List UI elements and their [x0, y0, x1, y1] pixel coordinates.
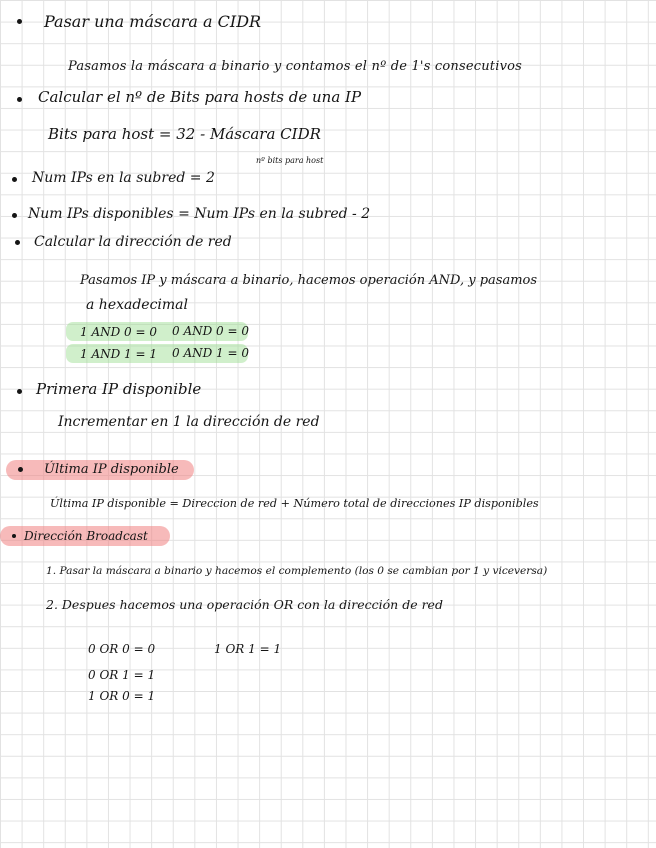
bullet-8	[12, 534, 16, 538]
formula-num-ips-subred: Num IPs en la subred = 2	[32, 170, 215, 186]
heading-ultima-ip: Última IP disponible	[44, 462, 179, 477]
bullet-5	[15, 240, 20, 245]
and-rule-1: 1 AND 0 = 0	[80, 325, 158, 339]
bullet-3	[12, 177, 17, 182]
heading-bits-host: Calcular el nº de Bits para hosts de una IP	[38, 88, 362, 106]
or-rule-3: 0 OR 1 = 1	[88, 668, 156, 682]
text-primera-ip: Incrementar en 1 la dirección de red	[58, 414, 320, 430]
formula-bits-host: Bits para host = 32 - Máscara CIDR	[48, 125, 321, 143]
bullet-1	[17, 19, 22, 24]
bullet-7	[18, 467, 23, 472]
bullet-6	[17, 389, 22, 394]
bullet-4	[12, 213, 17, 218]
step-broadcast-2: 2. Despues hacemos una operación OR con la dirección de red	[46, 597, 443, 612]
and-rule-4: 0 AND 1 = 0	[172, 346, 250, 360]
or-rule-4: 1 OR 0 = 1	[88, 689, 156, 703]
bullet-2	[17, 97, 22, 102]
heading-primera-ip: Primera IP disponible	[36, 380, 202, 398]
heading-broadcast: Dirección Broadcast	[24, 529, 148, 543]
formula-ultima-ip: Última IP disponible = Direccion de red + Número total de direcciones IP disponibles	[50, 497, 539, 510]
heading-mascara-cidr: Pasar una máscara a CIDR	[44, 12, 262, 31]
text-direccion-red-2: a hexadecimal	[86, 297, 189, 313]
formula-exponent: nº bits para host	[256, 156, 324, 165]
and-rule-2: 0 AND 0 = 0	[172, 324, 250, 338]
text-direccion-red-1: Pasamos IP y máscara a binario, hacemos operación AND, y pasamos	[80, 273, 538, 288]
or-rule-1: 0 OR 0 = 0	[88, 642, 156, 656]
and-rule-3: 1 AND 1 = 1	[80, 347, 158, 361]
text-mascara-cidr: Pasamos la máscara a binario y contamos el nº de 1's consecutivos	[68, 59, 523, 74]
heading-direccion-red: Calcular la dirección de red	[34, 234, 232, 250]
step-broadcast-1: 1. Pasar la máscara a binario y hacemos el complemento (los 0 se cambian por 1 y viceversa)	[46, 565, 548, 577]
or-rule-2: 1 OR 1 = 1	[214, 642, 282, 656]
formula-ips-disponibles: Num IPs disponibles = Num IPs en la subred - 2	[28, 206, 371, 222]
